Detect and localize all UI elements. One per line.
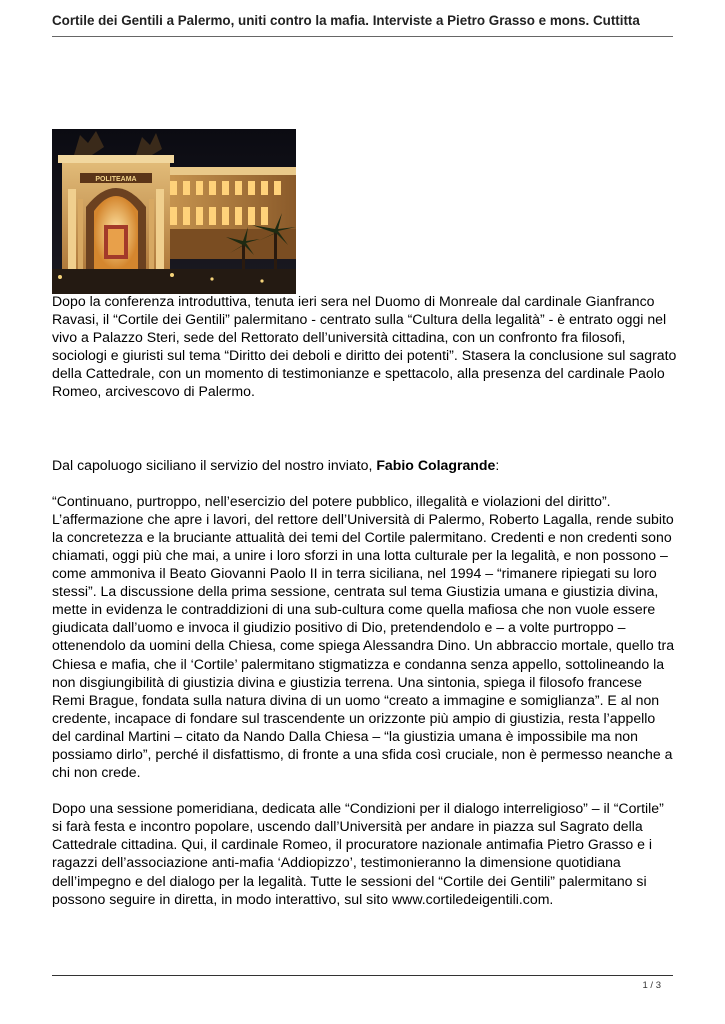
page-title: Cortile dei Gentili a Palermo, uniti contro la mafia. Interviste a Pietro Grasso e mons. Cuttitta: [52, 13, 640, 28]
page-number: 1 / 3: [642, 980, 661, 991]
article-photo: [52, 129, 296, 294]
intro-paragraph: Dopo la conferenza introduttiva, tenuta ieri sera nel Duomo di Monreale dal cardinale Gianfranco Ravasi, il “Cortile dei Gentili” palermitano - centrato sulla “Cultura della legalità” - è entrato oggi nel vivo a Palazzo Steri, sede del Rettorato dell’università cittadina, con un confronto fra filosofi, sociologi e giuristi sul tema “Diritto dei deboli e diritto dei potenti”. Stasera la conclusione sul sagrato della Cattedrale, con un momento di testimonianze e spettacolo, alla presenza del cardinale Paolo Romeo, arcivescovo di Palermo.: [52, 293, 677, 400]
session-paragraph: Dopo una sessione pomeridiana, dedicata alle “Condizioni per il dialogo interreligioso” – il “Cortile” si farà festa e incontro popolare, uscendo dall’Università per andare in piazza sul Sagrato della Cattedrale cittadina. Qui, il cardinale Romeo, il procuratore nazionale antimafia Pietro Grasso e i ragazzi dell’associazione anti-mafia ‘Addiopizzo’, testimonieranno la dimensione quotidiana dell’impegno e del dialogo per la legalità. Tutte le sessioni del “Cortile dei Gentili” palermitano si possono seguire in diretta, in modo interattivo, sul sito www.cortiledeigentili.com.: [52, 800, 664, 907]
header-divider: [52, 36, 673, 37]
servizio-paragraph: [52, 456, 677, 474]
servizio-prefix: Dal capoluogo siciliano il servizio del nostro inviato,: [52, 456, 377, 473]
article-body: [52, 292, 677, 908]
author-name: Fabio Colagrande: [376, 456, 496, 473]
svg-text:POLITEAMA: POLITEAMA: [95, 176, 137, 183]
quote-paragraph: “Continuano, purtroppo, nell’esercizio del potere pubblico, illegalità e violazioni del diritto”. L’affermazione che apre i lavori, del rettore dell’Università di Palermo, Roberto Lagalla, rende subito la concretezza e la bruciante attualità dei temi del Cortile palermitano. Credenti e non credenti sono chiamati, oggi più che mai, a unire i loro sforzi in una lotta culturale per la legalità, e non possono – come ammoniva il Beato Giovanni Paolo II in terra siciliana, nel 1994 – “rimanere ripiegati su loro stessi”. La discussione della prima sessione, centrata sul tema Giustizia umana e giustizia divina, mette in evidenza le contraddizioni di una sub-cultura come quella mafiosa che non vuole essere giudicata dall’uomo e invoca il giudizio positivo di Dio, pretendendolo e – a volte purtroppo – ottenendolo da uomini della Chiesa, come spiega Alessandra Dino. Un abbraccio mortale, quello tra Chiesa e mafia, che il ‘Cortile’ palermitano stigmatizza e condanna senza appello, sottolineando la non disgiungibilità di giustizia divina e giustizia terrena. Una sintonia, spiega il filosofo francese Remi Brague, fondata sulla natura divina di un uomo “creato a immagine e somiglianza”. E al non credente, incapace di fondare sul trascendente un orizzonte più ampio di giustizia, resta l’appello del cardinal Martini – citato da Nando Dalla Chiesa – “la giustizia umana è impossibile ma non possiamo dirlo”, perché il disfattismo, di fronte a una sfida così cruciale, non è permesso neanche a chi non crede.: [52, 492, 675, 781]
servizio-suffix: :: [495, 456, 500, 473]
footer-divider: [52, 975, 673, 976]
